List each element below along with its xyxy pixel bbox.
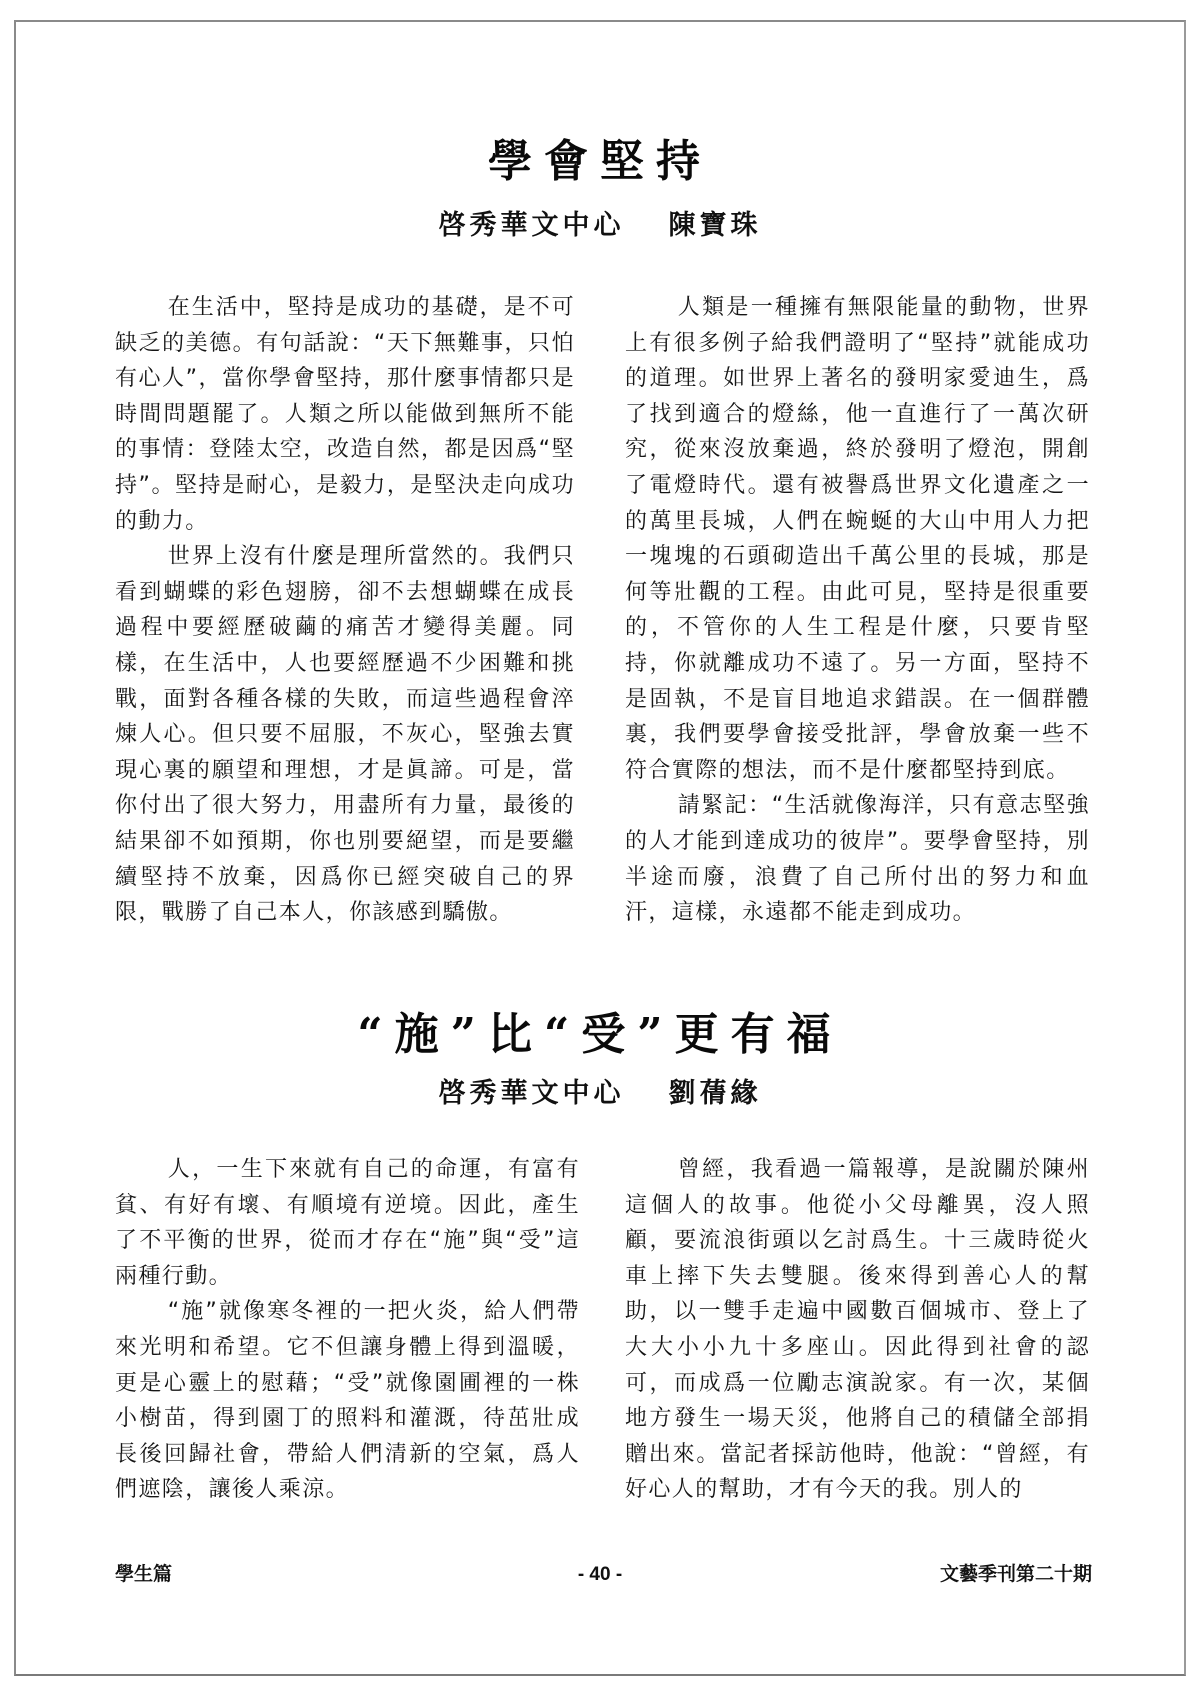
paragraph: 世界上沒有什麼是理所當然的。我們只看到蝴蝶的彩色翅膀，卻不去想蝴蝶在成長過程中要經歷破繭的痛苦才變得美麗。同樣，在生活中，人也要經歷過不少困難和挑戰，面對各種各樣的失敗，而這些過程會淬煉人心。但只要不屈服，不灰心，堅強去實現心裏的願望和理想，才是眞諦。可是，當你付出了很大努力，用盡所有力量，最後的結果卻不如預期，你也別要絕望，而是要繼續堅持不放棄，因爲你已經突破自己的界限，戰勝了自己本人，你該感到驕傲。 (115, 544, 575, 926)
paragraph: 在生活中，堅持是成功的基礎，是不可缺乏的美德。有句話說：“天下無難事，只怕有心人”，當你學會堅持，那什麼事情都只是時間問題罷了。人類之所以能做到無所不能的事情：登陸太空，改造自然，都是因爲“堅持”。堅持是耐心，是毅力，是堅決走向成功的動力。 (115, 295, 575, 534)
footer-publication: 文藝季刊第二十期 (939, 1564, 1092, 1585)
paragraph: 請緊記：“生活就像海洋，只有意志堅強的人才能到達成功的彼岸”。要學會堅持，別半途而廢，浪費了自己所付出的努力和血汗，這樣，永遠都不能走到成功。 (625, 793, 1090, 926)
article-title: 學會堅持 (488, 136, 712, 187)
article-right-column (625, 1152, 1090, 1508)
footer-section: 學生篇 (115, 1564, 173, 1585)
paragraph: “施”就像寒冬裡的一把火炎，給人們帶來光明和希望。它不但讓身體上得到溫暖，更是心靈上的慰藉；“受”就像園圃裡的一株小樹苗，得到園丁的照料和灌溉，待茁壯成長後回歸社會，帶給人們清新的空氣，爲人們遮陰，讓後人乘涼。 (115, 1299, 580, 1503)
footer-page-number: - 40 - (577, 1564, 623, 1585)
article-byline (0, 208, 1200, 244)
article-byline (0, 1076, 1200, 1112)
article-left-column (115, 1152, 580, 1508)
byline-author: 陳寶珠 (668, 210, 762, 241)
paragraph: 曾經，我看過一篇報導，是說關於陳州這個人的故事。他從小父母離異，沒人照顧，要流浪街頭以乞討爲生。十三歲時從火車上摔下失去雙腿。後來得到善心人的幫助，以一雙手走遍中國數百個城市、登上了大大小小九十多座山。因此得到社會的認可，而成爲一位勵志演說家。有一次，某個地方發生一場天災，他將自己的積儲全部捐贈出來。當記者採訪他時，他說：“曾經，有好心人的幫助，才有今天的我。別人的 (625, 1157, 1090, 1503)
byline-school: 啓秀華文中心 (438, 1078, 625, 1109)
byline-author: 劉蒨緣 (668, 1078, 762, 1109)
byline-school: 啓秀華文中心 (438, 210, 625, 241)
article-title: “施”比“受”更有福 (357, 1009, 843, 1060)
article-right-column (625, 290, 1090, 931)
paragraph: 人類是一種擁有無限能量的動物，世界上有很多例子給我們證明了“堅持”就能成功的道理。如世界上著名的發明家愛迪生，爲了找到適合的燈絲，他一直進行了一萬次研究，從來沒放棄過，終於發明了燈泡，開創了電燈時代。還有被譽爲世界文化遺產之一的萬里長城，人們在蜿蜒的大山中用人力把一塊塊的石頭砌造出千萬公里的長城，那是何等壯觀的工程。由此可見，堅持是很重要的，不管你的人生工程是什麼，只要肯堅持，你就離成功不遠了。另一方面，堅持不是固執，不是盲目地追求錯誤。在一個群體裏，我們要學會接受批評，學會放棄一些不符合實際的想法，而不是什麼都堅持到底。 (625, 295, 1090, 783)
paragraph: 人，一生下來就有自己的命運，有富有貧、有好有壞、有順境有逆境。因此，產生了不平衡的世界，從而才存在“施”與“受”這兩種行動。 (115, 1157, 580, 1289)
article-left-column (115, 290, 575, 931)
